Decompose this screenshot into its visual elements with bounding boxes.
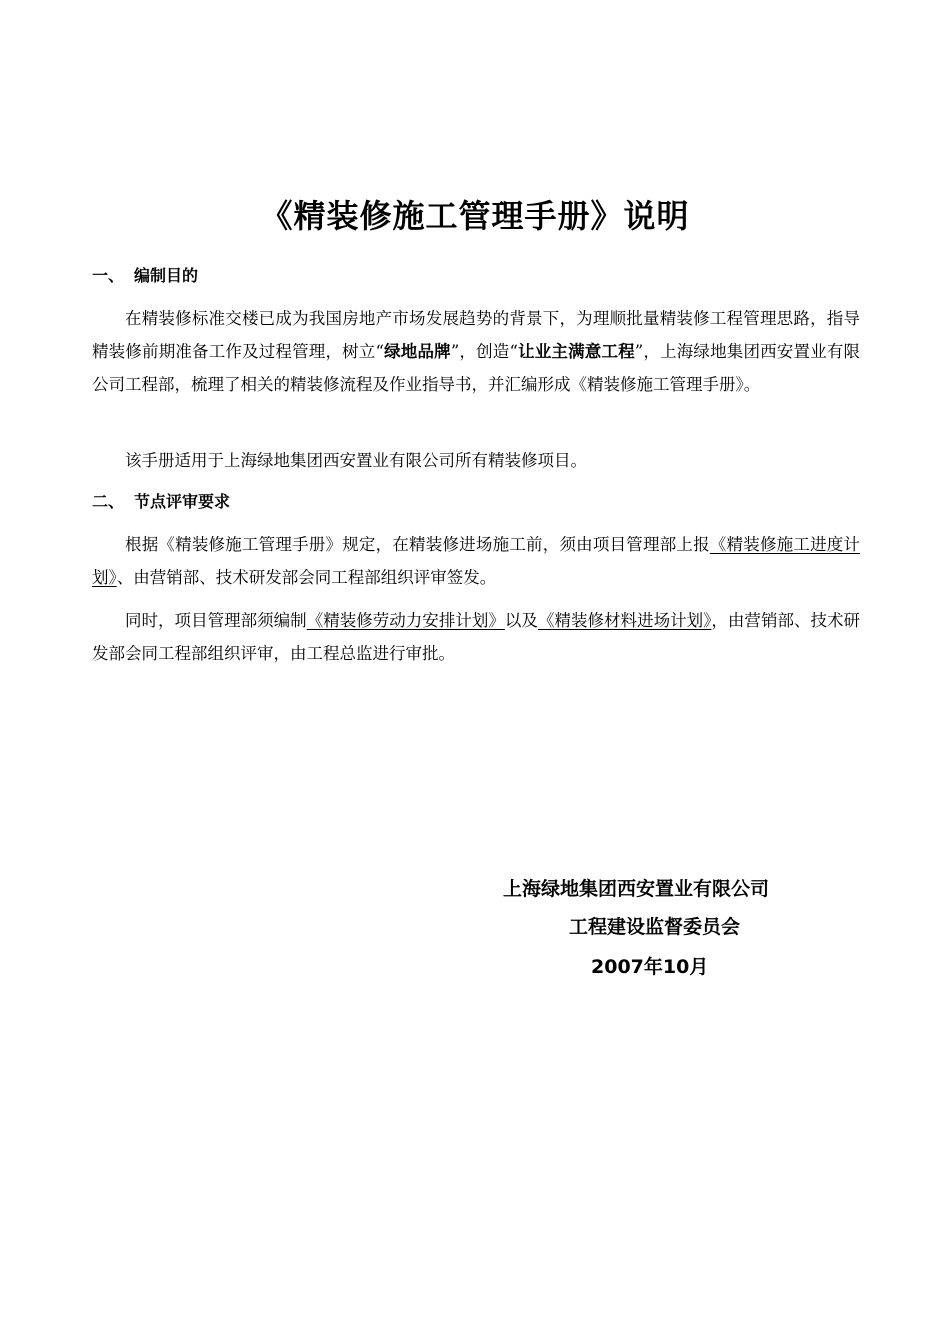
document-title: 《精装修施工管理手册》说明	[260, 197, 690, 235]
section-number: 二、	[92, 492, 125, 511]
paragraph-text: 根据《精装修施工管理手册》规定，在精装修进场施工前，须由项目管理部上报	[125, 535, 710, 554]
section-heading-review	[92, 490, 230, 514]
signature-date: 2007年10月	[591, 956, 709, 978]
emphasis-brand: 绿地品牌	[383, 342, 451, 361]
underlined-doc-material-plan: 《精装修材料进场计划》	[537, 611, 712, 630]
section-heading-text: 节点评审要求	[134, 492, 231, 511]
underlined-doc-progress-plan: 《精装修施工进度计划》	[92, 535, 861, 587]
signature-company: 上海绿地集团西安置业有限公司	[503, 878, 770, 900]
paragraph-scope: 该手册适用于上海绿地集团西安置业有限公司所有精装修项目。	[125, 451, 587, 470]
underlined-doc-labor-plan: 《精装修劳动力安排计划》	[306, 611, 505, 630]
paragraph-text: 、由营销部、技术研发部会同工程部组织评审签发。	[116, 568, 497, 587]
signature-committee: 工程建设监督委员会	[569, 916, 741, 938]
section-number: 一、	[92, 266, 125, 285]
paragraph-review-plans	[92, 604, 860, 670]
section-heading-text: 编制目的	[134, 266, 199, 285]
emphasis-satisfaction: 让业主满意工程	[517, 342, 635, 361]
section-heading-purpose	[92, 264, 198, 288]
paragraph-text: 同时，项目管理部须编制	[125, 611, 307, 630]
paragraph-text: ”，上海绿地集团西安置业有限公司工程部，梳理了相关的精装修流程及作业指导书，并汇编形成《精装修施工管理手册》。	[92, 342, 861, 394]
paragraph-text: 以及	[504, 611, 538, 630]
paragraph-purpose	[92, 302, 860, 401]
paragraph-text: 在精装修标准交楼已成为我国房地产市场发展趋势的背景下，为理顺批量精装修工程管理思路，指导精装修前期准备工作及过程管理，树立“	[92, 309, 860, 361]
paragraph-text: ”，创造“	[450, 342, 518, 361]
paragraph-review-rule	[92, 528, 860, 594]
paragraph-text: ，由营销部、技术研发部会同工程部组织评审，由工程总监进行审批。	[92, 611, 861, 663]
